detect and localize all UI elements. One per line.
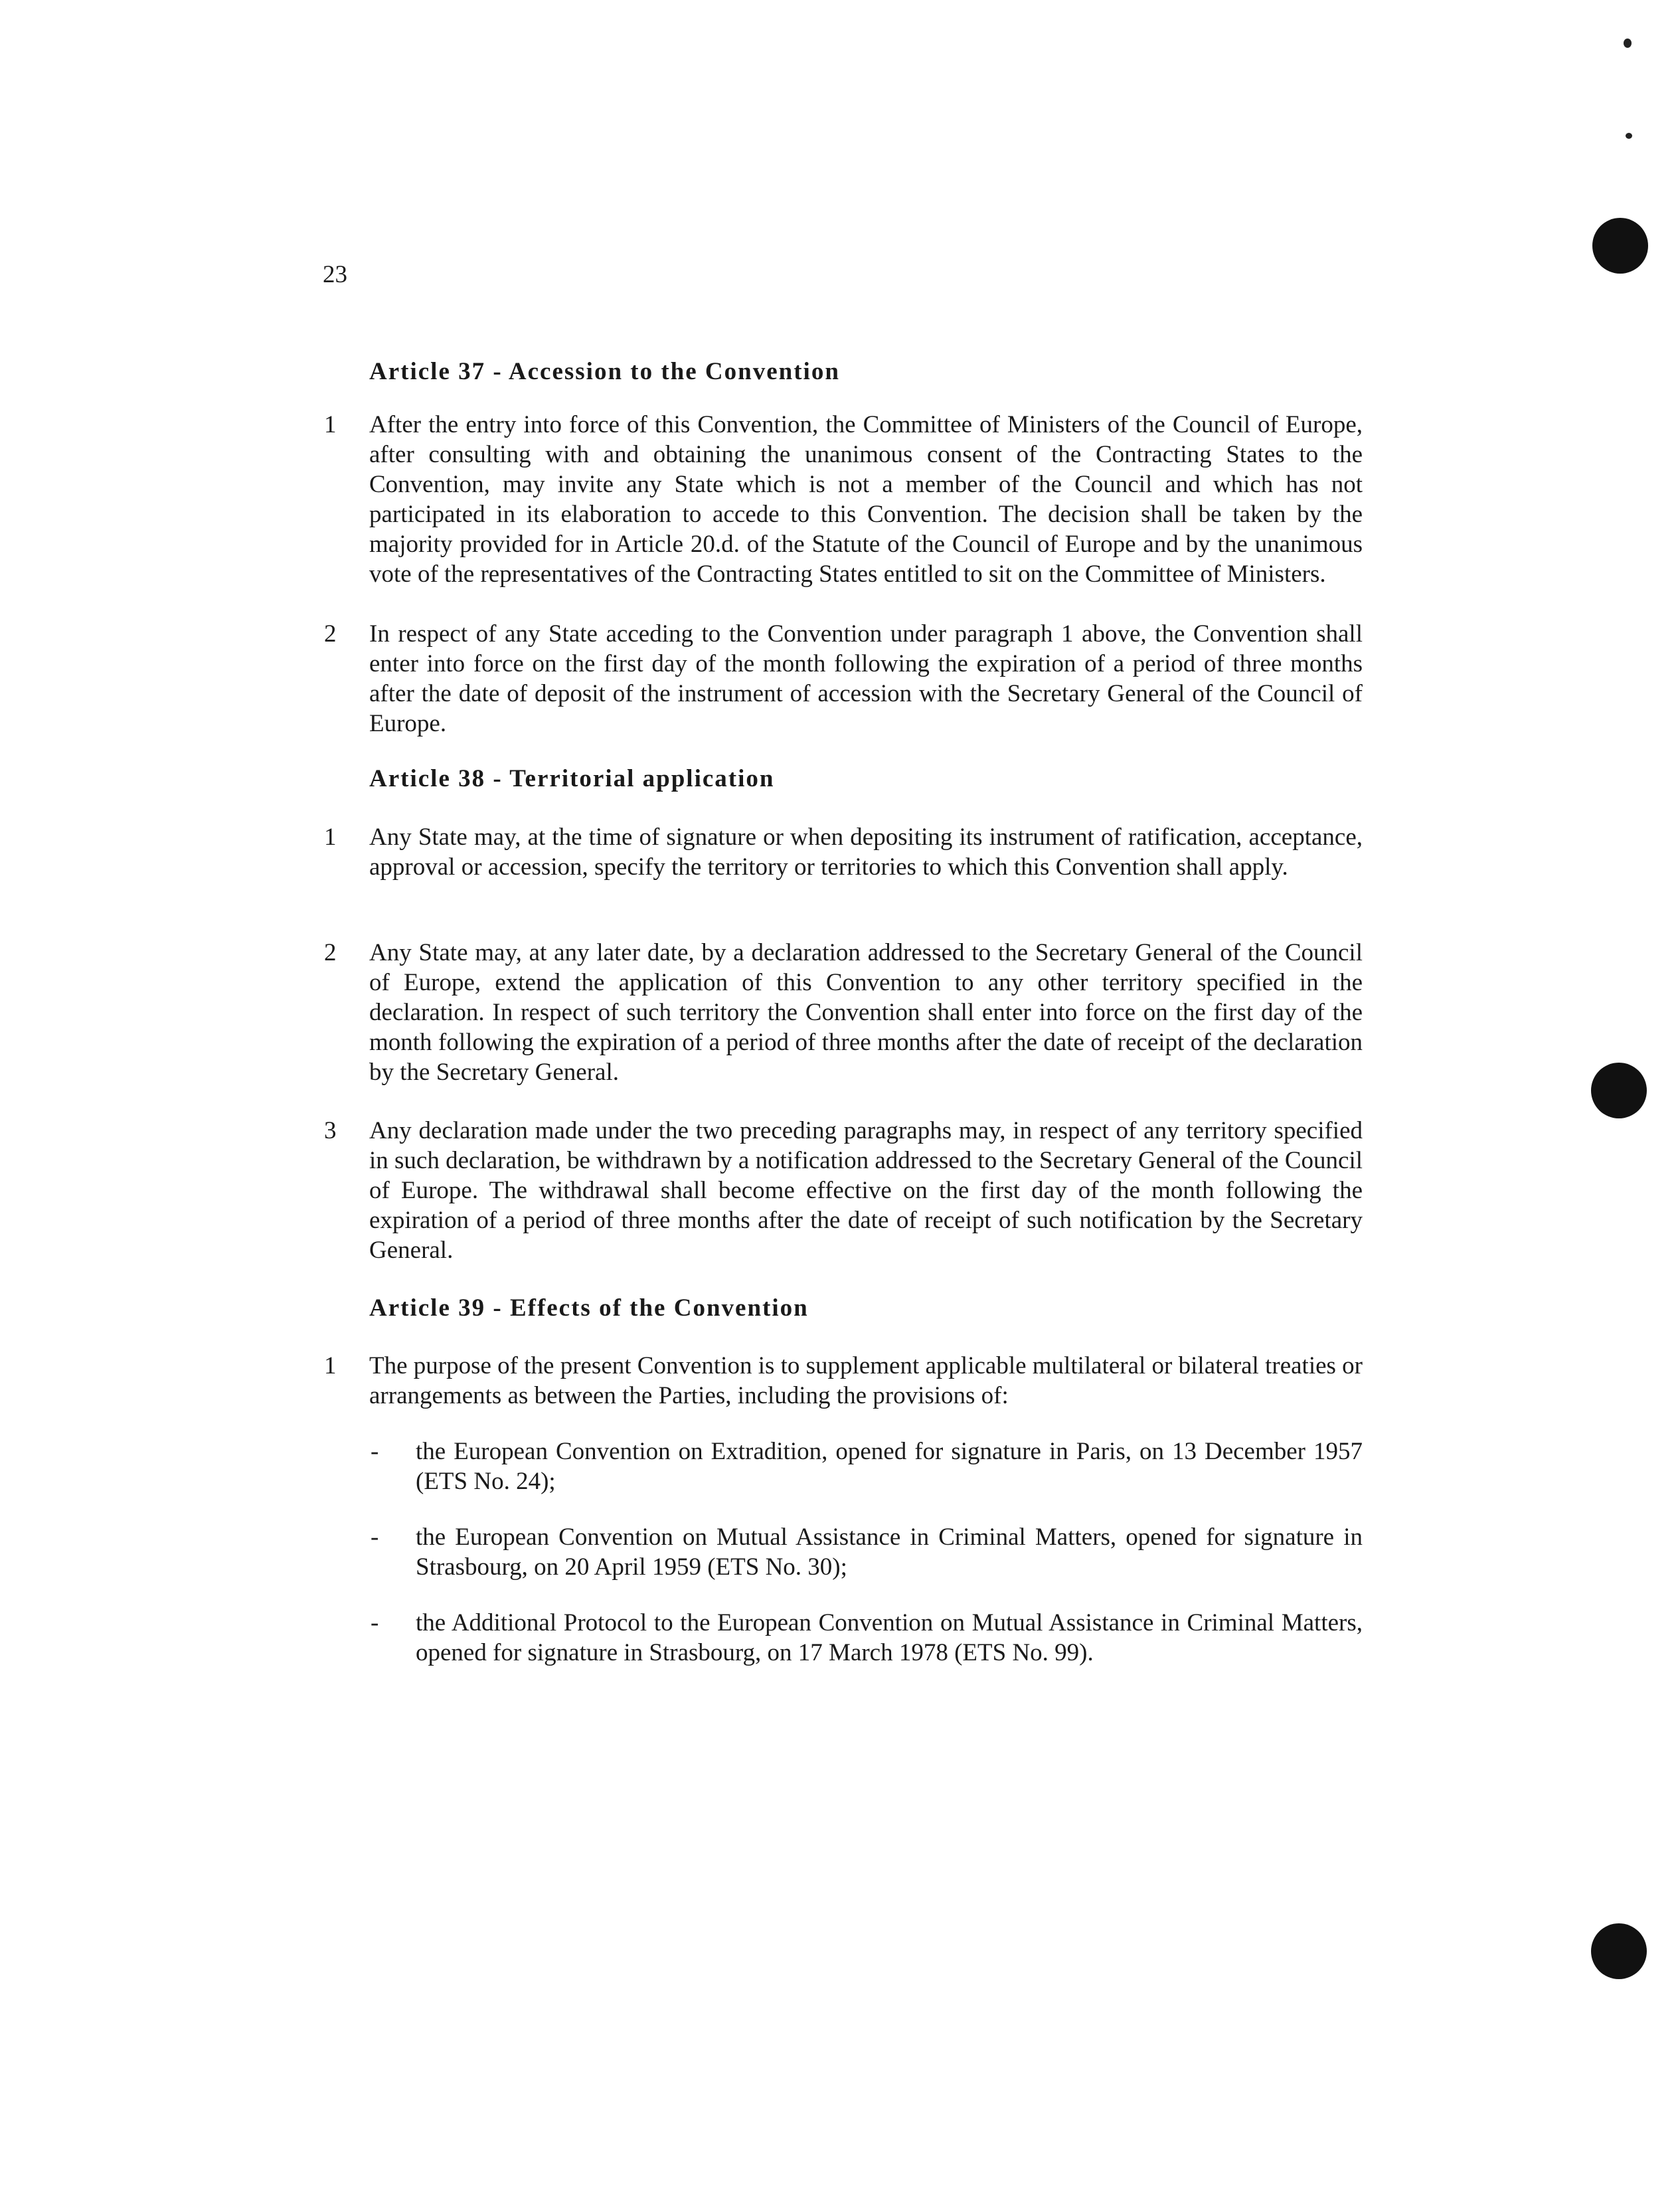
punch-hole-top	[1592, 218, 1648, 274]
bullet-text-extradition: the European Convention on Extradition, opened for signature in Paris, on 13 December 1957 (ETS No. 24);	[416, 1438, 1363, 1495]
bullet-dash: -	[371, 1438, 379, 1465]
article-38-para-1-number: 1	[324, 824, 337, 851]
bullet-text-additional-protocol: the Additional Protocol to the European Convention on Mutual Assistance in Criminal Matters, opened for signature in Strasbourg, on 17 March 1978 (ETS No. 99).	[416, 1609, 1363, 1666]
bullet-dash: -	[371, 1609, 379, 1636]
scan-speck	[1626, 133, 1632, 139]
article-38-para-2-number: 2	[324, 939, 337, 966]
bullet-text-mutual-assistance: the European Convention on Mutual Assistance in Criminal Matters, opened for signature in Strasbourg, on 20 April 1959 (ETS No. 30);	[416, 1524, 1363, 1581]
bullet-dash: -	[371, 1524, 379, 1551]
scan-speck	[1624, 39, 1632, 48]
article-38-para-3-number: 3	[324, 1117, 337, 1144]
article-37-para-2-text: In respect of any State acceding to the Convention under paragraph 1 above, the Convention shall enter into force on the first day of the month following the expiration of a period of three months after the date of deposit of the instrument of accession with the Secretary General of the Council of Europe.	[369, 620, 1363, 737]
punch-hole-middle	[1591, 1063, 1647, 1118]
article-37-para-2-number: 2	[324, 620, 337, 648]
article-38-para-3-text: Any declaration made under the two preceding paragraphs may, in respect of any territory specified in such declaration, be withdrawn by a notification addressed to the Secretary General of the Council of Europe. The withdrawal shall become effective on the first day of the month following the expiration of a period of three months after the date of receipt of such notification by the Secretary General.	[369, 1117, 1363, 1264]
page-number: 23	[323, 261, 347, 288]
article-37-para-1-number: 1	[324, 411, 337, 438]
article-38-heading: Article 38 - Territorial application	[369, 765, 775, 792]
article-39-para-1-text: The purpose of the present Convention is to supplement applicable multilateral or bilateral treaties or arrangements as between the Parties, including the provisions of:	[369, 1352, 1363, 1409]
article-37-para-1-text: After the entry into force of this Convention, the Committee of Ministers of the Council of Europe, after consulting with and obtaining the unanimous consent of the Contracting States to the Convention, may invite any State which is not a member of the Council and which has not participated in its elaboration to accede to this Convention. The decision shall be taken by the majority provided for in Article 20.d. of the Statute of the Council of Europe and by the unanimous vote of the representatives of the Contracting States entitled to sit on the Committee of Ministers.	[369, 411, 1363, 588]
punch-hole-bottom	[1591, 1923, 1647, 1979]
article-38-para-2-text: Any State may, at any later date, by a declaration addressed to the Secretary General of the Council of Europe, extend the application of this Convention to any other territory specified in the declaration. In respect of such territory the Convention shall enter into force on the first day of the month following the expiration of a period of three months after the date of receipt of the declaration by the Secretary General.	[369, 939, 1363, 1086]
article-37-heading: Article 37 - Accession to the Convention	[369, 358, 840, 385]
article-39-heading: Article 39 - Effects of the Convention	[369, 1294, 809, 1322]
article-39-para-1-number: 1	[324, 1352, 337, 1379]
article-38-para-1-text: Any State may, at the time of signature or when depositing its instrument of ratification, acceptance, approval or accession, specify the territory or territories to which this Convention shall apply.	[369, 824, 1363, 881]
